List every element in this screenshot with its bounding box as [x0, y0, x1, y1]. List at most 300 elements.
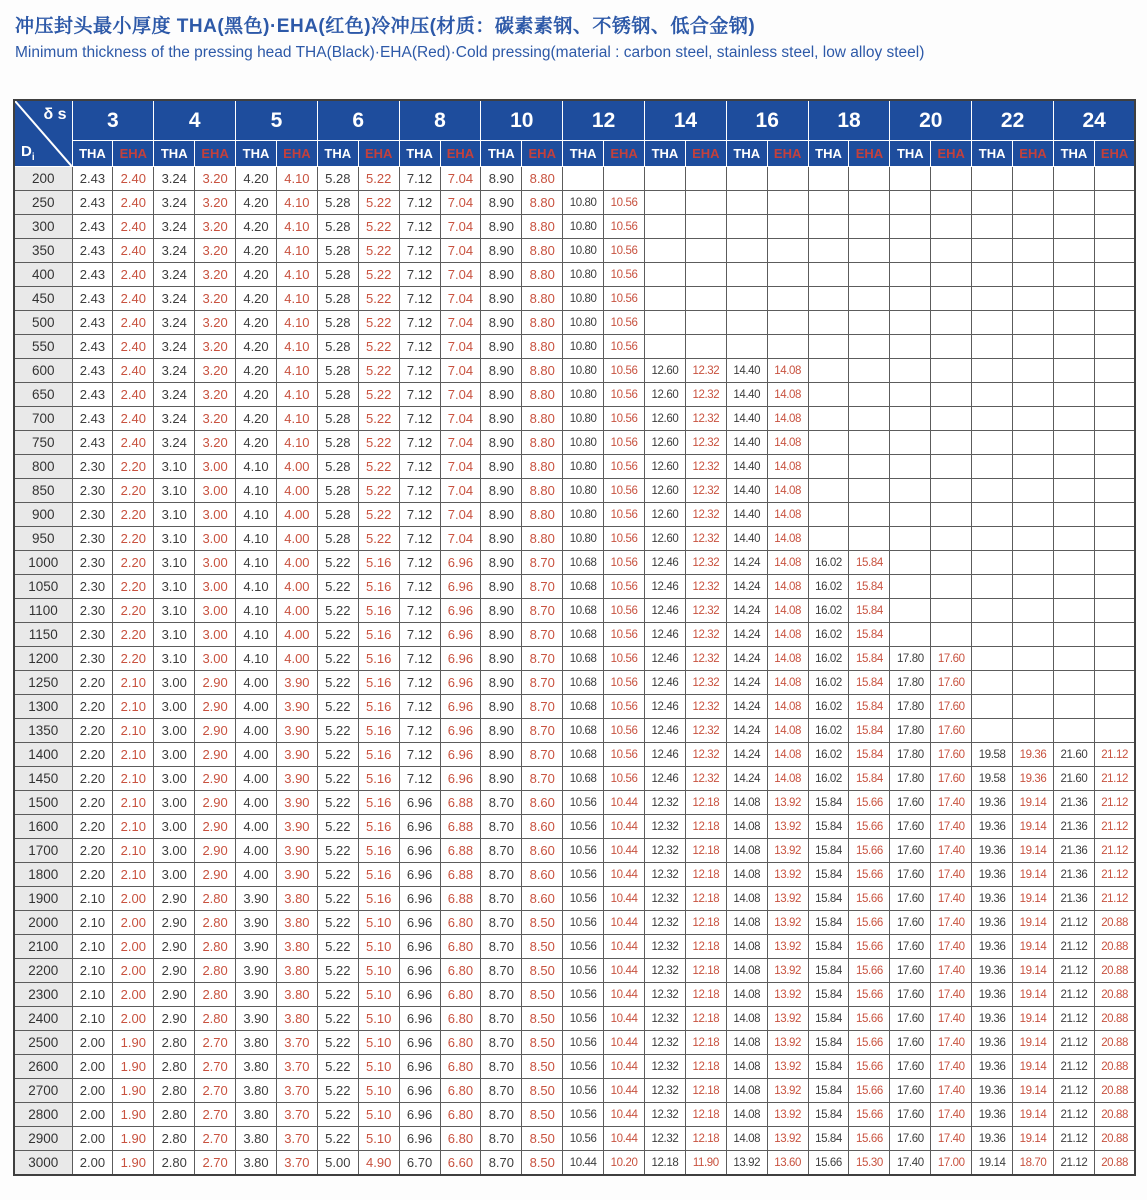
tha-value-cell: 7.12 — [399, 599, 440, 623]
eha-value-cell: 7.04 — [440, 215, 481, 239]
eha-value-cell: 5.16 — [358, 839, 399, 863]
tha-value-cell: 6.96 — [399, 983, 440, 1007]
empty-cell — [972, 263, 1013, 287]
tha-value-cell: 12.32 — [645, 815, 686, 839]
eha-value-cell: 14.08 — [767, 383, 808, 407]
eha-value-cell: 19.14 — [1013, 935, 1054, 959]
tha-value-cell: 5.28 — [317, 479, 358, 503]
tha-value-cell: 2.20 — [72, 791, 113, 815]
eha-value-cell: 5.10 — [358, 1103, 399, 1127]
eha-value-cell: 6.80 — [440, 1031, 481, 1055]
eha-value-cell: 8.80 — [522, 239, 563, 263]
table-row — [14, 455, 1135, 479]
empty-cell — [1013, 431, 1054, 455]
tha-value-cell: 10.80 — [563, 263, 604, 287]
eha-value-cell: 8.70 — [522, 575, 563, 599]
eha-value-cell: 15.66 — [849, 911, 890, 935]
eha-value-cell: 1.90 — [113, 1031, 154, 1055]
empty-cell — [931, 575, 972, 599]
empty-cell — [1013, 287, 1054, 311]
eha-value-cell: 5.10 — [358, 1007, 399, 1031]
eha-subheader: EHA — [358, 141, 399, 167]
tha-value-cell: 2.90 — [154, 983, 195, 1007]
eha-value-cell: 10.56 — [604, 527, 645, 551]
tha-value-cell: 6.96 — [399, 1007, 440, 1031]
row-label-di: 550 — [14, 335, 72, 359]
tha-value-cell: 10.80 — [563, 383, 604, 407]
eha-value-cell: 12.32 — [685, 479, 726, 503]
tha-value-cell: 3.10 — [154, 623, 195, 647]
eha-value-cell: 6.96 — [440, 551, 481, 575]
table-row — [14, 1151, 1135, 1176]
tha-value-cell: 4.00 — [236, 863, 277, 887]
eha-value-cell: 19.14 — [1013, 1007, 1054, 1031]
eha-value-cell: 5.10 — [358, 935, 399, 959]
tha-value-cell: 4.20 — [236, 383, 277, 407]
tha-value-cell: 6.70 — [399, 1151, 440, 1176]
empty-cell — [1053, 527, 1094, 551]
eha-value-cell: 13.92 — [767, 887, 808, 911]
tha-value-cell: 2.20 — [72, 671, 113, 695]
tha-value-cell: 5.22 — [317, 695, 358, 719]
table-row — [14, 1031, 1135, 1055]
eha-value-cell: 8.70 — [522, 551, 563, 575]
tha-value-cell: 2.20 — [72, 863, 113, 887]
eha-value-cell: 20.88 — [1094, 1127, 1135, 1151]
tha-value-cell: 12.46 — [645, 671, 686, 695]
tha-value-cell: 4.10 — [236, 551, 277, 575]
tha-value-cell: 12.32 — [645, 1031, 686, 1055]
tha-value-cell: 14.08 — [726, 815, 767, 839]
eha-value-cell: 10.56 — [604, 215, 645, 239]
eha-value-cell: 8.50 — [522, 935, 563, 959]
eha-value-cell: 6.80 — [440, 959, 481, 983]
eha-value-cell: 17.40 — [931, 839, 972, 863]
eha-value-cell: 17.60 — [931, 719, 972, 743]
eha-value-cell: 3.90 — [276, 767, 317, 791]
eha-value-cell: 2.10 — [113, 767, 154, 791]
tha-value-cell: 7.12 — [399, 311, 440, 335]
eha-value-cell: 2.80 — [195, 959, 236, 983]
table-row — [14, 911, 1135, 935]
eha-value-cell: 13.92 — [767, 959, 808, 983]
tha-value-cell: 4.20 — [236, 215, 277, 239]
empty-cell — [1053, 575, 1094, 599]
tha-value-cell: 2.10 — [72, 983, 113, 1007]
eha-value-cell: 14.08 — [767, 503, 808, 527]
empty-cell — [726, 215, 767, 239]
empty-cell — [726, 167, 767, 191]
tha-value-cell: 6.96 — [399, 863, 440, 887]
tha-value-cell: 2.00 — [72, 1079, 113, 1103]
table-row — [14, 1079, 1135, 1103]
eha-value-cell: 13.92 — [767, 983, 808, 1007]
eha-value-cell: 14.08 — [767, 743, 808, 767]
tha-value-cell: 2.43 — [72, 431, 113, 455]
empty-cell — [1013, 503, 1054, 527]
eha-value-cell: 5.16 — [358, 623, 399, 647]
eha-value-cell: 4.10 — [276, 335, 317, 359]
tha-value-cell: 12.32 — [645, 1007, 686, 1031]
tha-subheader: THA — [726, 141, 767, 167]
tha-value-cell: 3.10 — [154, 455, 195, 479]
tha-value-cell: 21.12 — [1053, 1151, 1094, 1176]
eha-value-cell: 14.08 — [767, 479, 808, 503]
tha-value-cell: 6.96 — [399, 791, 440, 815]
eha-value-cell: 17.60 — [931, 647, 972, 671]
tha-value-cell: 17.80 — [890, 695, 931, 719]
eha-value-cell: 3.00 — [195, 551, 236, 575]
empty-cell — [1053, 167, 1094, 191]
tha-value-cell: 16.02 — [808, 743, 849, 767]
empty-cell — [972, 311, 1013, 335]
eha-value-cell: 2.40 — [113, 215, 154, 239]
table-body — [14, 167, 1135, 1176]
empty-cell — [1013, 383, 1054, 407]
eha-value-cell: 13.92 — [767, 1103, 808, 1127]
empty-cell — [972, 335, 1013, 359]
eha-value-cell: 15.66 — [849, 887, 890, 911]
eha-value-cell: 8.50 — [522, 1079, 563, 1103]
table-row — [14, 287, 1135, 311]
row-label-di: 250 — [14, 191, 72, 215]
empty-cell — [1094, 191, 1135, 215]
eha-value-cell: 12.18 — [685, 863, 726, 887]
tha-value-cell: 7.12 — [399, 239, 440, 263]
eha-value-cell: 7.04 — [440, 479, 481, 503]
tha-value-cell: 2.10 — [72, 935, 113, 959]
empty-cell — [890, 455, 931, 479]
tha-value-cell: 2.43 — [72, 383, 113, 407]
empty-cell — [1094, 383, 1135, 407]
empty-cell — [1013, 599, 1054, 623]
empty-cell — [685, 287, 726, 311]
empty-cell — [972, 479, 1013, 503]
eha-value-cell: 17.40 — [931, 791, 972, 815]
tha-value-cell: 8.70 — [481, 863, 522, 887]
tha-subheader: THA — [154, 141, 195, 167]
eha-value-cell: 5.22 — [358, 239, 399, 263]
eha-value-cell: 8.80 — [522, 263, 563, 287]
eha-value-cell: 15.66 — [849, 815, 890, 839]
tha-value-cell: 2.80 — [154, 1127, 195, 1151]
empty-cell — [1094, 551, 1135, 575]
eha-value-cell: 7.04 — [440, 503, 481, 527]
tha-subheader: THA — [236, 141, 277, 167]
tha-value-cell: 5.28 — [317, 215, 358, 239]
tha-value-cell: 14.08 — [726, 1127, 767, 1151]
row-label-di: 2700 — [14, 1079, 72, 1103]
eha-value-cell: 4.10 — [276, 215, 317, 239]
tha-value-cell: 5.22 — [317, 839, 358, 863]
tha-value-cell: 8.70 — [481, 887, 522, 911]
eha-value-cell: 3.90 — [276, 815, 317, 839]
empty-cell — [645, 287, 686, 311]
eha-value-cell: 10.56 — [604, 311, 645, 335]
row-label-di: 2200 — [14, 959, 72, 983]
eha-value-cell: 15.66 — [849, 1031, 890, 1055]
eha-value-cell: 6.60 — [440, 1151, 481, 1176]
eha-value-cell: 12.18 — [685, 791, 726, 815]
delta-s-col-header: 10 — [481, 100, 563, 141]
tha-value-cell: 3.00 — [154, 743, 195, 767]
empty-cell — [1053, 215, 1094, 239]
tha-value-cell: 10.56 — [563, 863, 604, 887]
tha-value-cell: 12.60 — [645, 479, 686, 503]
eha-value-cell: 10.56 — [604, 335, 645, 359]
tha-value-cell: 10.80 — [563, 455, 604, 479]
tha-value-cell: 14.08 — [726, 1079, 767, 1103]
eha-value-cell: 6.80 — [440, 1127, 481, 1151]
eha-value-cell: 5.22 — [358, 455, 399, 479]
eha-value-cell: 15.66 — [849, 1079, 890, 1103]
tha-value-cell: 16.02 — [808, 647, 849, 671]
eha-value-cell: 5.16 — [358, 551, 399, 575]
tha-value-cell: 14.08 — [726, 1007, 767, 1031]
eha-value-cell: 3.20 — [195, 215, 236, 239]
eha-value-cell: 3.20 — [195, 263, 236, 287]
eha-value-cell: 7.04 — [440, 191, 481, 215]
eha-value-cell: 12.18 — [685, 1127, 726, 1151]
tha-value-cell: 10.68 — [563, 695, 604, 719]
eha-value-cell: 3.20 — [195, 335, 236, 359]
tha-value-cell: 6.96 — [399, 1055, 440, 1079]
tha-value-cell: 17.80 — [890, 767, 931, 791]
empty-cell — [685, 311, 726, 335]
tha-value-cell: 21.12 — [1053, 959, 1094, 983]
tha-value-cell: 4.10 — [236, 623, 277, 647]
tha-value-cell: 8.90 — [481, 671, 522, 695]
eha-value-cell: 15.66 — [849, 1007, 890, 1031]
eha-value-cell: 4.00 — [276, 575, 317, 599]
tha-value-cell: 4.10 — [236, 647, 277, 671]
delta-s-col-header: 22 — [972, 100, 1054, 141]
eha-subheader: EHA — [604, 141, 645, 167]
eha-value-cell: 13.92 — [767, 1055, 808, 1079]
eha-value-cell: 4.00 — [276, 503, 317, 527]
table-row — [14, 167, 1135, 191]
tha-value-cell: 16.02 — [808, 623, 849, 647]
tha-value-cell: 5.22 — [317, 935, 358, 959]
eha-value-cell: 2.10 — [113, 815, 154, 839]
eha-value-cell: 5.10 — [358, 1055, 399, 1079]
eha-value-cell: 13.92 — [767, 839, 808, 863]
eha-value-cell: 19.14 — [1013, 863, 1054, 887]
tha-value-cell: 15.84 — [808, 863, 849, 887]
tha-value-cell: 8.90 — [481, 743, 522, 767]
table-row — [14, 479, 1135, 503]
empty-cell — [972, 167, 1013, 191]
row-label-di: 800 — [14, 455, 72, 479]
tha-value-cell: 2.90 — [154, 911, 195, 935]
empty-cell — [890, 623, 931, 647]
eha-value-cell: 5.16 — [358, 575, 399, 599]
eha-value-cell: 15.84 — [849, 551, 890, 575]
tha-value-cell: 5.00 — [317, 1151, 358, 1176]
empty-cell — [1094, 695, 1135, 719]
empty-cell — [1013, 479, 1054, 503]
tha-value-cell: 5.22 — [317, 623, 358, 647]
empty-cell — [1053, 407, 1094, 431]
empty-cell — [808, 527, 849, 551]
table-row — [14, 599, 1135, 623]
empty-cell — [931, 167, 972, 191]
eha-value-cell: 12.32 — [685, 599, 726, 623]
empty-cell — [931, 503, 972, 527]
row-label-di: 1450 — [14, 767, 72, 791]
empty-cell — [890, 335, 931, 359]
empty-cell — [726, 263, 767, 287]
eha-value-cell: 5.22 — [358, 407, 399, 431]
eha-value-cell: 14.08 — [767, 407, 808, 431]
eha-value-cell: 3.00 — [195, 647, 236, 671]
eha-value-cell: 8.80 — [522, 191, 563, 215]
empty-cell — [645, 311, 686, 335]
empty-cell — [1013, 527, 1054, 551]
tha-value-cell: 14.08 — [726, 1103, 767, 1127]
eha-value-cell: 6.80 — [440, 911, 481, 935]
empty-cell — [1053, 719, 1094, 743]
tha-value-cell: 3.24 — [154, 407, 195, 431]
tha-value-cell: 16.02 — [808, 671, 849, 695]
empty-cell — [1053, 479, 1094, 503]
eha-value-cell: 8.70 — [522, 719, 563, 743]
empty-cell — [1053, 239, 1094, 263]
eha-value-cell: 5.16 — [358, 599, 399, 623]
eha-value-cell: 12.18 — [685, 815, 726, 839]
tha-value-cell: 14.24 — [726, 575, 767, 599]
empty-cell — [1094, 623, 1135, 647]
eha-value-cell: 20.88 — [1094, 1079, 1135, 1103]
tha-value-cell: 2.43 — [72, 407, 113, 431]
empty-cell — [931, 191, 972, 215]
eha-value-cell: 4.00 — [276, 527, 317, 551]
eha-value-cell: 2.90 — [195, 743, 236, 767]
tha-value-cell: 10.56 — [563, 1007, 604, 1031]
tha-value-cell: 8.70 — [481, 1103, 522, 1127]
delta-s-col-header: 16 — [726, 100, 808, 141]
tha-value-cell: 2.80 — [154, 1055, 195, 1079]
tha-value-cell: 2.90 — [154, 935, 195, 959]
tha-value-cell: 10.68 — [563, 551, 604, 575]
eha-value-cell: 3.20 — [195, 311, 236, 335]
eha-value-cell: 4.00 — [276, 599, 317, 623]
tha-value-cell: 7.12 — [399, 695, 440, 719]
eha-value-cell: 1.90 — [113, 1103, 154, 1127]
eha-value-cell: 3.00 — [195, 599, 236, 623]
tha-value-cell: 4.20 — [236, 167, 277, 191]
empty-cell — [1094, 575, 1135, 599]
eha-value-cell: 5.16 — [358, 767, 399, 791]
empty-cell — [972, 719, 1013, 743]
table-row — [14, 935, 1135, 959]
eha-value-cell: 3.00 — [195, 575, 236, 599]
eha-value-cell: 2.70 — [195, 1031, 236, 1055]
table-row — [14, 743, 1135, 767]
table-row — [14, 431, 1135, 455]
tha-value-cell: 8.90 — [481, 191, 522, 215]
tha-value-cell: 8.90 — [481, 719, 522, 743]
row-label-di: 300 — [14, 215, 72, 239]
eha-value-cell: 12.18 — [685, 935, 726, 959]
eha-value-cell: 12.18 — [685, 1031, 726, 1055]
eha-value-cell: 12.18 — [685, 1007, 726, 1031]
empty-cell — [685, 263, 726, 287]
row-label-di: 2600 — [14, 1055, 72, 1079]
tha-value-cell: 17.80 — [890, 743, 931, 767]
tha-value-cell: 16.02 — [808, 575, 849, 599]
eha-value-cell: 8.80 — [522, 383, 563, 407]
eha-value-cell: 17.40 — [931, 1079, 972, 1103]
table-row — [14, 815, 1135, 839]
tha-value-cell: 2.20 — [72, 719, 113, 743]
tha-value-cell: 12.60 — [645, 359, 686, 383]
eha-value-cell: 13.92 — [767, 1031, 808, 1055]
eha-value-cell: 3.80 — [276, 983, 317, 1007]
empty-cell — [808, 407, 849, 431]
eha-value-cell: 2.40 — [113, 239, 154, 263]
eha-value-cell: 17.60 — [931, 743, 972, 767]
eha-subheader: EHA — [1013, 141, 1054, 167]
delta-s-corner-label: δ s — [43, 106, 67, 123]
eha-value-cell: 2.20 — [113, 551, 154, 575]
eha-value-cell: 2.70 — [195, 1151, 236, 1176]
tha-value-cell: 4.00 — [236, 671, 277, 695]
eha-value-cell: 2.80 — [195, 1007, 236, 1031]
tha-subheader: THA — [890, 141, 931, 167]
tha-value-cell: 5.28 — [317, 455, 358, 479]
tha-value-cell: 19.36 — [972, 1127, 1013, 1151]
empty-cell — [890, 191, 931, 215]
thickness-table — [13, 99, 1136, 1176]
empty-cell — [1053, 551, 1094, 575]
eha-value-cell: 14.08 — [767, 575, 808, 599]
empty-cell — [890, 551, 931, 575]
empty-cell — [767, 215, 808, 239]
tha-value-cell: 3.90 — [236, 935, 277, 959]
tha-value-cell: 3.24 — [154, 239, 195, 263]
eha-value-cell: 12.18 — [685, 911, 726, 935]
eha-value-cell: 15.66 — [849, 935, 890, 959]
tha-value-cell: 14.40 — [726, 407, 767, 431]
tha-value-cell: 8.70 — [481, 815, 522, 839]
eha-value-cell: 19.14 — [1013, 1079, 1054, 1103]
empty-cell — [972, 455, 1013, 479]
empty-cell — [1053, 671, 1094, 695]
table-row — [14, 623, 1135, 647]
tha-value-cell: 6.96 — [399, 839, 440, 863]
tha-value-cell: 7.12 — [399, 359, 440, 383]
tha-value-cell: 2.20 — [72, 839, 113, 863]
empty-cell — [890, 359, 931, 383]
eha-value-cell: 21.12 — [1094, 839, 1135, 863]
tha-value-cell: 10.80 — [563, 239, 604, 263]
tha-value-cell: 17.60 — [890, 815, 931, 839]
eha-value-cell: 8.60 — [522, 887, 563, 911]
empty-cell — [1013, 695, 1054, 719]
tha-value-cell: 12.60 — [645, 503, 686, 527]
tha-value-cell: 2.00 — [72, 1127, 113, 1151]
eha-value-cell: 5.22 — [358, 359, 399, 383]
page-title-zh: 冲压封头最小厚度 THA(黑色)·EHA(红色)冷冲压(材质：碳素素钢、不锈钢、低合金钢) — [15, 16, 756, 37]
empty-cell — [931, 479, 972, 503]
table-row — [14, 1127, 1135, 1151]
eha-value-cell: 2.20 — [113, 455, 154, 479]
tha-value-cell: 8.70 — [481, 1031, 522, 1055]
tha-subheader: THA — [972, 141, 1013, 167]
eha-value-cell: 12.32 — [685, 551, 726, 575]
tha-value-cell: 7.12 — [399, 743, 440, 767]
